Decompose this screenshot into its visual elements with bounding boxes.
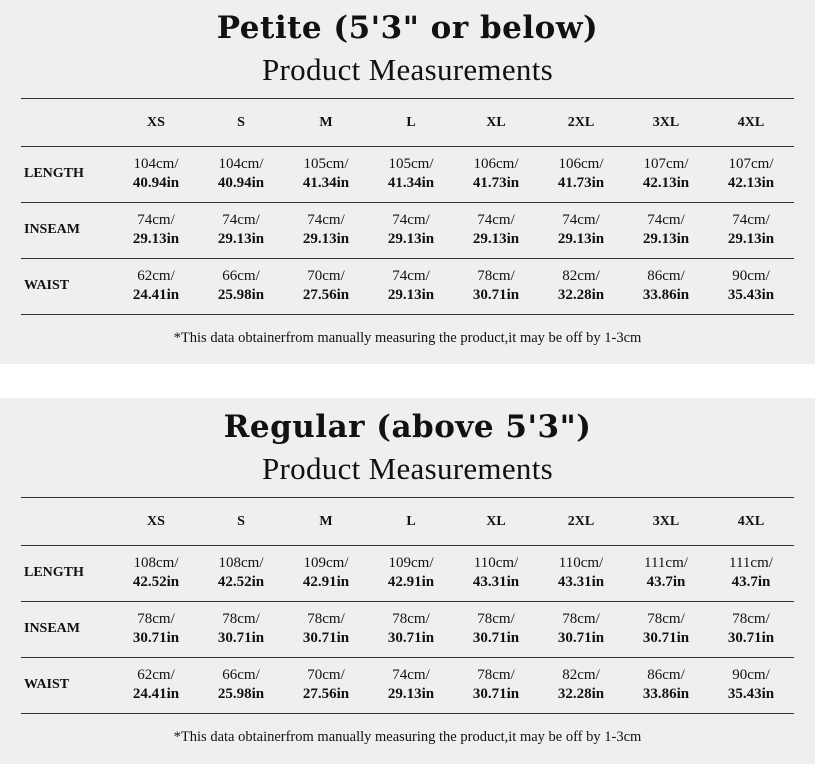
inch-value: 30.71in: [557, 630, 605, 646]
inch-value: 29.13in: [642, 231, 690, 247]
cm-value: 78cm/: [137, 611, 175, 627]
row-label-waist: WAIST: [24, 278, 70, 293]
size-header-m: M: [319, 115, 333, 130]
size-header-4xl: 4XL: [737, 514, 765, 529]
measurement-cell: [706, 155, 796, 193]
measurement-cell: [366, 155, 456, 193]
measurement-cell: [366, 610, 456, 648]
cm-value: 82cm/: [562, 667, 600, 683]
row-rule: [21, 258, 794, 259]
inch-value: 41.34in: [302, 175, 350, 191]
row-rule: [21, 202, 794, 203]
measurement-cell: [281, 155, 371, 193]
measurement-cell: [111, 155, 201, 193]
size-header-2xl: 2XL: [567, 115, 595, 130]
cm-value: 104cm/: [218, 156, 264, 172]
inch-value: 29.13in: [302, 231, 350, 247]
inch-value: 43.7in: [731, 574, 771, 590]
size-header-m: M: [319, 514, 333, 529]
inch-value: 30.71in: [472, 630, 520, 646]
cm-value: 62cm/: [137, 268, 175, 284]
inch-value: 30.71in: [132, 630, 180, 646]
petite-subtitle: Product Measurements: [262, 52, 553, 87]
row-rule: [21, 713, 794, 714]
cm-value: 78cm/: [477, 667, 515, 683]
inch-value: 43.31in: [472, 574, 520, 590]
inch-value: 29.13in: [727, 231, 775, 247]
inch-value: 29.13in: [387, 287, 435, 303]
measurement-cell: [536, 610, 626, 648]
inch-value: 32.28in: [557, 287, 605, 303]
measurement-cell: [111, 554, 201, 592]
regular-title: Regular (above 5'3"): [223, 409, 592, 445]
inch-value: 42.13in: [727, 175, 775, 191]
size-header-s: S: [237, 115, 245, 130]
inch-value: 35.43in: [727, 287, 775, 303]
cm-value: 78cm/: [222, 611, 260, 627]
cm-value: 78cm/: [307, 611, 345, 627]
measurement-cell: [451, 267, 541, 305]
inch-value: 35.43in: [727, 686, 775, 702]
cm-value: 110cm/: [558, 555, 604, 571]
measurement-cell: [281, 211, 371, 249]
cm-value: 70cm/: [307, 667, 345, 683]
cm-value: 78cm/: [477, 611, 515, 627]
measurement-cell: [706, 666, 796, 704]
cm-value: 74cm/: [392, 268, 430, 284]
size-header-xs: XS: [147, 514, 165, 529]
inch-value: 40.94in: [217, 175, 265, 191]
row-rule: [21, 314, 794, 315]
size-header-3xl: 3XL: [652, 514, 680, 529]
cm-value: 109cm/: [303, 555, 349, 571]
cm-value: 62cm/: [137, 667, 175, 683]
cm-value: 106cm/: [558, 156, 604, 172]
inch-value: 24.41in: [132, 287, 180, 303]
inch-value: 41.73in: [557, 175, 605, 191]
cm-value: 74cm/: [392, 212, 430, 228]
petite-footnote: *This data obtainerfrom manually measuring the product,it may be off by 1-3cm: [173, 330, 642, 346]
measurement-cell: [706, 554, 796, 592]
header-rule: [21, 146, 794, 147]
table-top-rule: [21, 497, 794, 498]
measurement-cell: [196, 610, 286, 648]
row-label-inseam: INSEAM: [24, 222, 81, 237]
measurement-cell: [621, 554, 711, 592]
size-header-xs: XS: [147, 115, 165, 130]
measurement-cell: [451, 211, 541, 249]
inch-value: 25.98in: [217, 287, 265, 303]
cm-value: 78cm/: [562, 611, 600, 627]
measurement-cell: [621, 211, 711, 249]
measurement-cell: [451, 666, 541, 704]
measurement-cell: [621, 155, 711, 193]
cm-value: 107cm/: [728, 156, 774, 172]
inch-value: 25.98in: [217, 686, 265, 702]
inch-value: 29.13in: [557, 231, 605, 247]
size-header-xl: XL: [486, 514, 506, 529]
cm-value: 105cm/: [303, 156, 349, 172]
row-label-length: LENGTH: [24, 565, 84, 580]
inch-value: 42.52in: [217, 574, 265, 590]
cm-value: 74cm/: [137, 212, 175, 228]
size-header-s: S: [237, 514, 245, 529]
inch-value: 30.71in: [472, 287, 520, 303]
cm-value: 106cm/: [473, 156, 519, 172]
cm-value: 86cm/: [647, 268, 685, 284]
cm-value: 66cm/: [222, 667, 260, 683]
inch-value: 27.56in: [302, 686, 350, 702]
measurement-cell: [451, 554, 541, 592]
cm-value: 70cm/: [307, 268, 345, 284]
regular-subtitle: Product Measurements: [262, 451, 553, 486]
measurement-cell: [621, 267, 711, 305]
measurement-cell: [536, 267, 626, 305]
size-header-3xl: 3XL: [652, 115, 680, 130]
table-top-rule: [21, 98, 794, 99]
cm-value: 74cm/: [732, 212, 770, 228]
regular-footnote: *This data obtainerfrom manually measuring the product,it may be off by 1-3cm: [173, 729, 642, 745]
measurement-cell: [621, 666, 711, 704]
cm-value: 66cm/: [222, 268, 260, 284]
inch-value: 40.94in: [132, 175, 180, 191]
measurement-cell: [111, 666, 201, 704]
measurement-cell: [366, 554, 456, 592]
measurement-cell: [706, 211, 796, 249]
cm-value: 78cm/: [392, 611, 430, 627]
inch-value: 42.13in: [642, 175, 690, 191]
inch-value: 33.86in: [642, 287, 690, 303]
measurement-cell: [281, 610, 371, 648]
inch-value: 30.71in: [302, 630, 350, 646]
measurement-cell: [366, 211, 456, 249]
inch-value: 42.91in: [302, 574, 350, 590]
cm-value: 104cm/: [133, 156, 179, 172]
cm-value: 109cm/: [388, 555, 434, 571]
inch-value: 41.34in: [387, 175, 435, 191]
inch-value: 30.71in: [472, 686, 520, 702]
measurement-cell: [196, 267, 286, 305]
inch-value: 30.71in: [217, 630, 265, 646]
measurement-cell: [706, 267, 796, 305]
inch-value: 33.86in: [642, 686, 690, 702]
measurement-cell: [621, 610, 711, 648]
regular-size-chart: [0, 398, 815, 764]
cm-value: 78cm/: [732, 611, 770, 627]
cm-value: 78cm/: [647, 611, 685, 627]
cm-value: 107cm/: [643, 156, 689, 172]
measurement-cell: [536, 155, 626, 193]
inch-value: 30.71in: [642, 630, 690, 646]
measurement-cell: [281, 267, 371, 305]
cm-value: 110cm/: [473, 555, 519, 571]
inch-value: 42.52in: [132, 574, 180, 590]
row-label-length: LENGTH: [24, 166, 84, 181]
petite-size-chart: [0, 0, 815, 364]
measurement-cell: [451, 155, 541, 193]
inch-value: 43.7in: [646, 574, 686, 590]
inch-value: 29.13in: [387, 686, 435, 702]
inch-value: 30.71in: [387, 630, 435, 646]
size-header-l: L: [406, 115, 416, 130]
cm-value: 74cm/: [307, 212, 345, 228]
cm-value: 108cm/: [133, 555, 179, 571]
inch-value: 27.56in: [302, 287, 350, 303]
row-rule: [21, 657, 794, 658]
cm-value: 90cm/: [732, 667, 770, 683]
size-header-2xl: 2XL: [567, 514, 595, 529]
cm-value: 74cm/: [562, 212, 600, 228]
measurement-cell: [111, 267, 201, 305]
cm-value: 111cm/: [644, 555, 688, 571]
measurement-cell: [706, 610, 796, 648]
measurement-cell: [111, 610, 201, 648]
inch-value: 42.91in: [387, 574, 435, 590]
size-header-l: L: [406, 514, 416, 529]
row-label-inseam: INSEAM: [24, 621, 81, 636]
cm-value: 86cm/: [647, 667, 685, 683]
inch-value: 43.31in: [557, 574, 605, 590]
cm-value: 74cm/: [477, 212, 515, 228]
measurement-cell: [536, 211, 626, 249]
cm-value: 74cm/: [222, 212, 260, 228]
cm-value: 74cm/: [647, 212, 685, 228]
measurement-cell: [196, 554, 286, 592]
cm-value: 105cm/: [388, 156, 434, 172]
inch-value: 29.13in: [387, 231, 435, 247]
inch-value: 29.13in: [217, 231, 265, 247]
inch-value: 41.73in: [472, 175, 520, 191]
row-rule: [21, 601, 794, 602]
inch-value: 32.28in: [557, 686, 605, 702]
measurement-cell: [281, 554, 371, 592]
size-header-xl: XL: [486, 115, 506, 130]
measurement-cell: [366, 666, 456, 704]
size-header-4xl: 4XL: [737, 115, 765, 130]
inch-value: 30.71in: [727, 630, 775, 646]
header-rule: [21, 545, 794, 546]
measurement-cell: [196, 211, 286, 249]
cm-value: 108cm/: [218, 555, 264, 571]
cm-value: 78cm/: [477, 268, 515, 284]
cm-value: 82cm/: [562, 268, 600, 284]
measurement-cell: [281, 666, 371, 704]
measurement-cell: [536, 666, 626, 704]
inch-value: 29.13in: [472, 231, 520, 247]
measurement-cell: [536, 554, 626, 592]
measurement-cell: [451, 610, 541, 648]
measurement-cell: [196, 155, 286, 193]
inch-value: 29.13in: [132, 231, 180, 247]
cm-value: 111cm/: [729, 555, 773, 571]
measurement-cell: [196, 666, 286, 704]
inch-value: 24.41in: [132, 686, 180, 702]
cm-value: 90cm/: [732, 268, 770, 284]
cm-value: 74cm/: [392, 667, 430, 683]
measurement-cell: [111, 211, 201, 249]
measurement-cell: [366, 267, 456, 305]
petite-title: Petite (5'3" or below): [216, 10, 599, 46]
row-label-waist: WAIST: [24, 677, 70, 692]
